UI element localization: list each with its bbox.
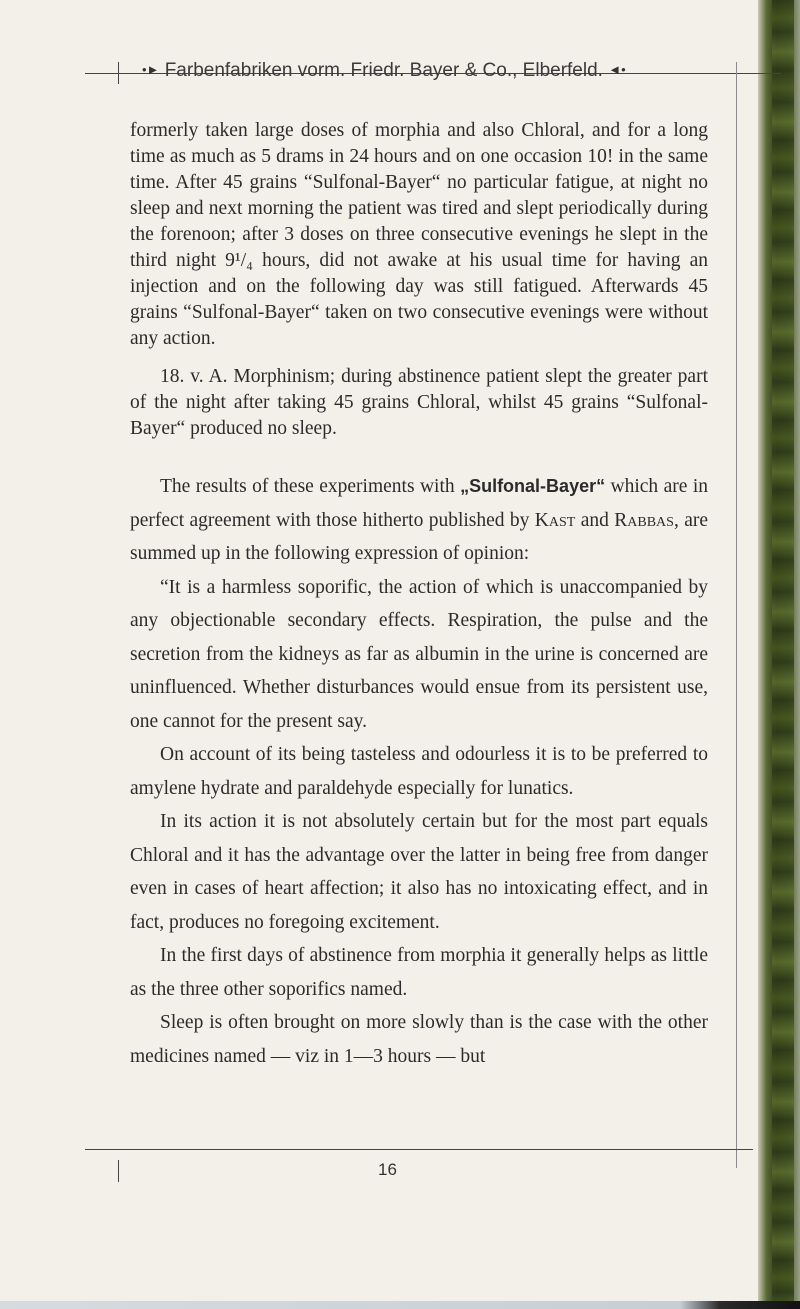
- paragraph-1: formerly taken large doses of morphia and also Chloral, and for a long time as much as 5 drams in 24 hours and on one occasion 10! in the same time. After 45 grains “Sulfonal-Bayer“ no particular fatigue, at night no sleep and next morning the patient was tired and slept periodically during the forenoon; after 3 doses on three consecutive evenings he slept in the third night 9¹/₄ hours, did not awake at his usual time for having an injection and on the following day was still fatigued. Afterwards 45 grains “Sulfonal-Bayer“ taken on two consecutive evenings were without any action.: [130, 120, 708, 349]
- book-spine-shadow: [772, 0, 794, 1309]
- right-margin-line: [736, 62, 737, 1168]
- author-kast: Kast: [534, 509, 576, 531]
- paragraph-4: “It is a harmless soporific, the action of which is unaccompanied by any objectionable secondary effects. Respiration, the pulse and the secretion from the kidneys as far as albumin in the urine is concerned are uninfluenced. Whether disturbances would ensue from its persistent use, one cannot for the present say.: [130, 576, 708, 732]
- header-right-arrow-icon: ◄•: [608, 62, 626, 77]
- author-rabbas: Rabbas: [614, 509, 674, 531]
- header-title: Farbenfabriken vorm. Friedr. Bayer & Co., Elberfeld.: [164, 60, 603, 81]
- paragraph-5: On account of its being tasteless and odourless it is to be preferred to amylene hydrate and paraldehyde especially for lunatics.: [130, 744, 708, 799]
- header-left-tick: [118, 62, 119, 84]
- bottom-edge: [0, 1301, 800, 1309]
- paragraph-2: 18. v. A. Morphinism; during abstinence patient slept the greater part of the night after taking 45 grains Chloral, whilst 45 grains “Sulfonal-Bayer“ produced no sleep.: [130, 366, 708, 439]
- paragraph-7: In the first days of abstinence from morphia it generally helps as little as the three other soporifics named.: [130, 945, 708, 1000]
- page-number: 16: [378, 1160, 397, 1179]
- body-text: [130, 118, 708, 1073]
- paragraph-8: Sleep is often brought on more slowly than is the case with the other medicines named — viz in 1—3 hours — but: [130, 1012, 708, 1067]
- page-number-container: [0, 1160, 800, 1180]
- header-left-arrow-icon: •►: [142, 62, 160, 77]
- sulfonal-bayer-emphasis: „Sulfonal-Bayer“: [460, 476, 606, 496]
- running-header: [142, 60, 626, 82]
- paragraph-3-text-a: The results of these experiments with: [160, 476, 461, 497]
- paragraph-3-text-c: and: [575, 509, 615, 531]
- footer-rule: [85, 1149, 753, 1150]
- paragraph-6: In its action it is not absolutely certain but for the most part equals Chloral and it has the advantage over the latter in being free from danger even in cases of heart affection; it also has no intoxicating effect, and in fact, produces no foregoing excitement.: [130, 811, 708, 933]
- paragraph-3: [130, 470, 708, 571]
- paragraph-3-text-d: , are summed up in the following expression of opinion:: [130, 509, 708, 564]
- paragraph-3-text-b: which are in perfect agreement with those hitherto published by: [130, 476, 708, 531]
